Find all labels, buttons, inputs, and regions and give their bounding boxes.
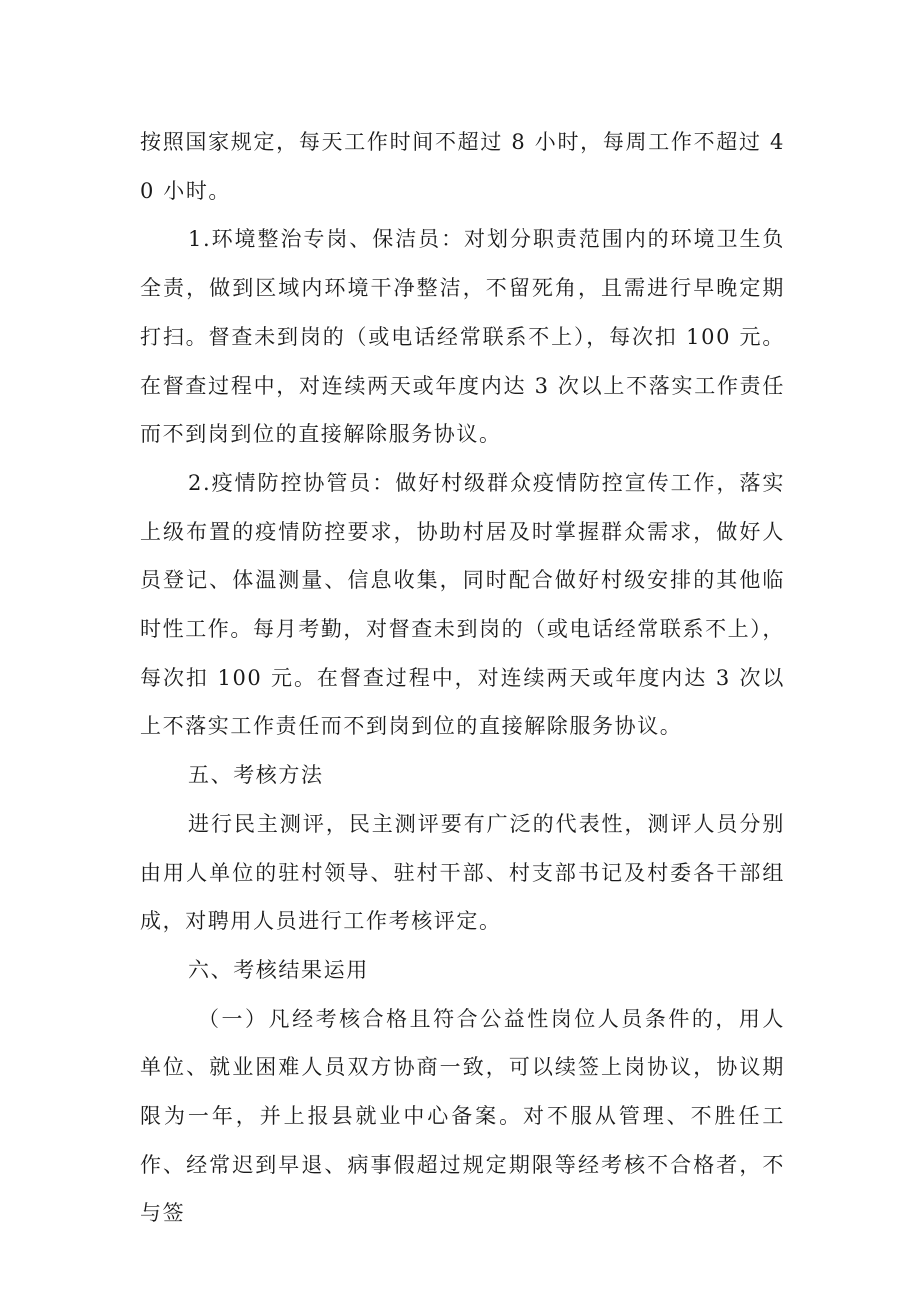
heading-assessment-results: 六、考核结果运用	[188, 957, 369, 982]
document-body	[140, 118, 785, 1238]
paragraph-democratic-evaluation: 进行民主测评，民主测评要有广泛的代表性，测评人员分别由用人单位的驻村领导、驻村干部、村支部书记及村委各干部组成，对聘用人员进行工作考核评定。	[140, 811, 785, 934]
paragraph-working-hours: 按照国家规定，每天工作时间不超过 8 小时，每周工作不超过 40 小时。	[140, 130, 785, 203]
paragraph-result-item-one: （一）凡经考核合格且符合公益性岗位人员条件的，用人单位、就业困难人员双方协商一致，可以续签上岗协议，协议期限为一年，并上报县就业中心备案。对不服从管理、不胜任工作、经常迟到早退、病事假超过规定期限等经考核不合格者，不与签	[140, 1006, 785, 1226]
heading-assessment-method: 五、考核方法	[188, 763, 324, 788]
paragraph-epidemic-coordinator: 2.疫情防控协管员：做好村级群众疫情防控宣传工作，落实上级布置的疫情防控要求，协助村居及时掌握群众需求，做好人员登记、体温测量、信息收集，同时配合做好村级安排的其他临时性工作。每月考勤，对督查未到岗的（或电话经常联系不上），每次扣 100 元。在督查过程中，对连续两天或年度内达 3 次以上不落实工作责任而不到岗到位的直接解除服务协议。	[140, 470, 785, 739]
paragraph-cleaner-duties: 1.环境整治专岗、保洁员：对划分职责范围内的环境卫生负全责，做到区域内环境干净整洁，不留死角，且需进行早晚定期打扫。督查未到岗的（或电话经常联系不上），每次扣 100 元。在督查过程中，对连续两天或年度内达 3 次以上不落实工作责任而不到岗到位的直接解除服务协议。	[140, 227, 785, 447]
